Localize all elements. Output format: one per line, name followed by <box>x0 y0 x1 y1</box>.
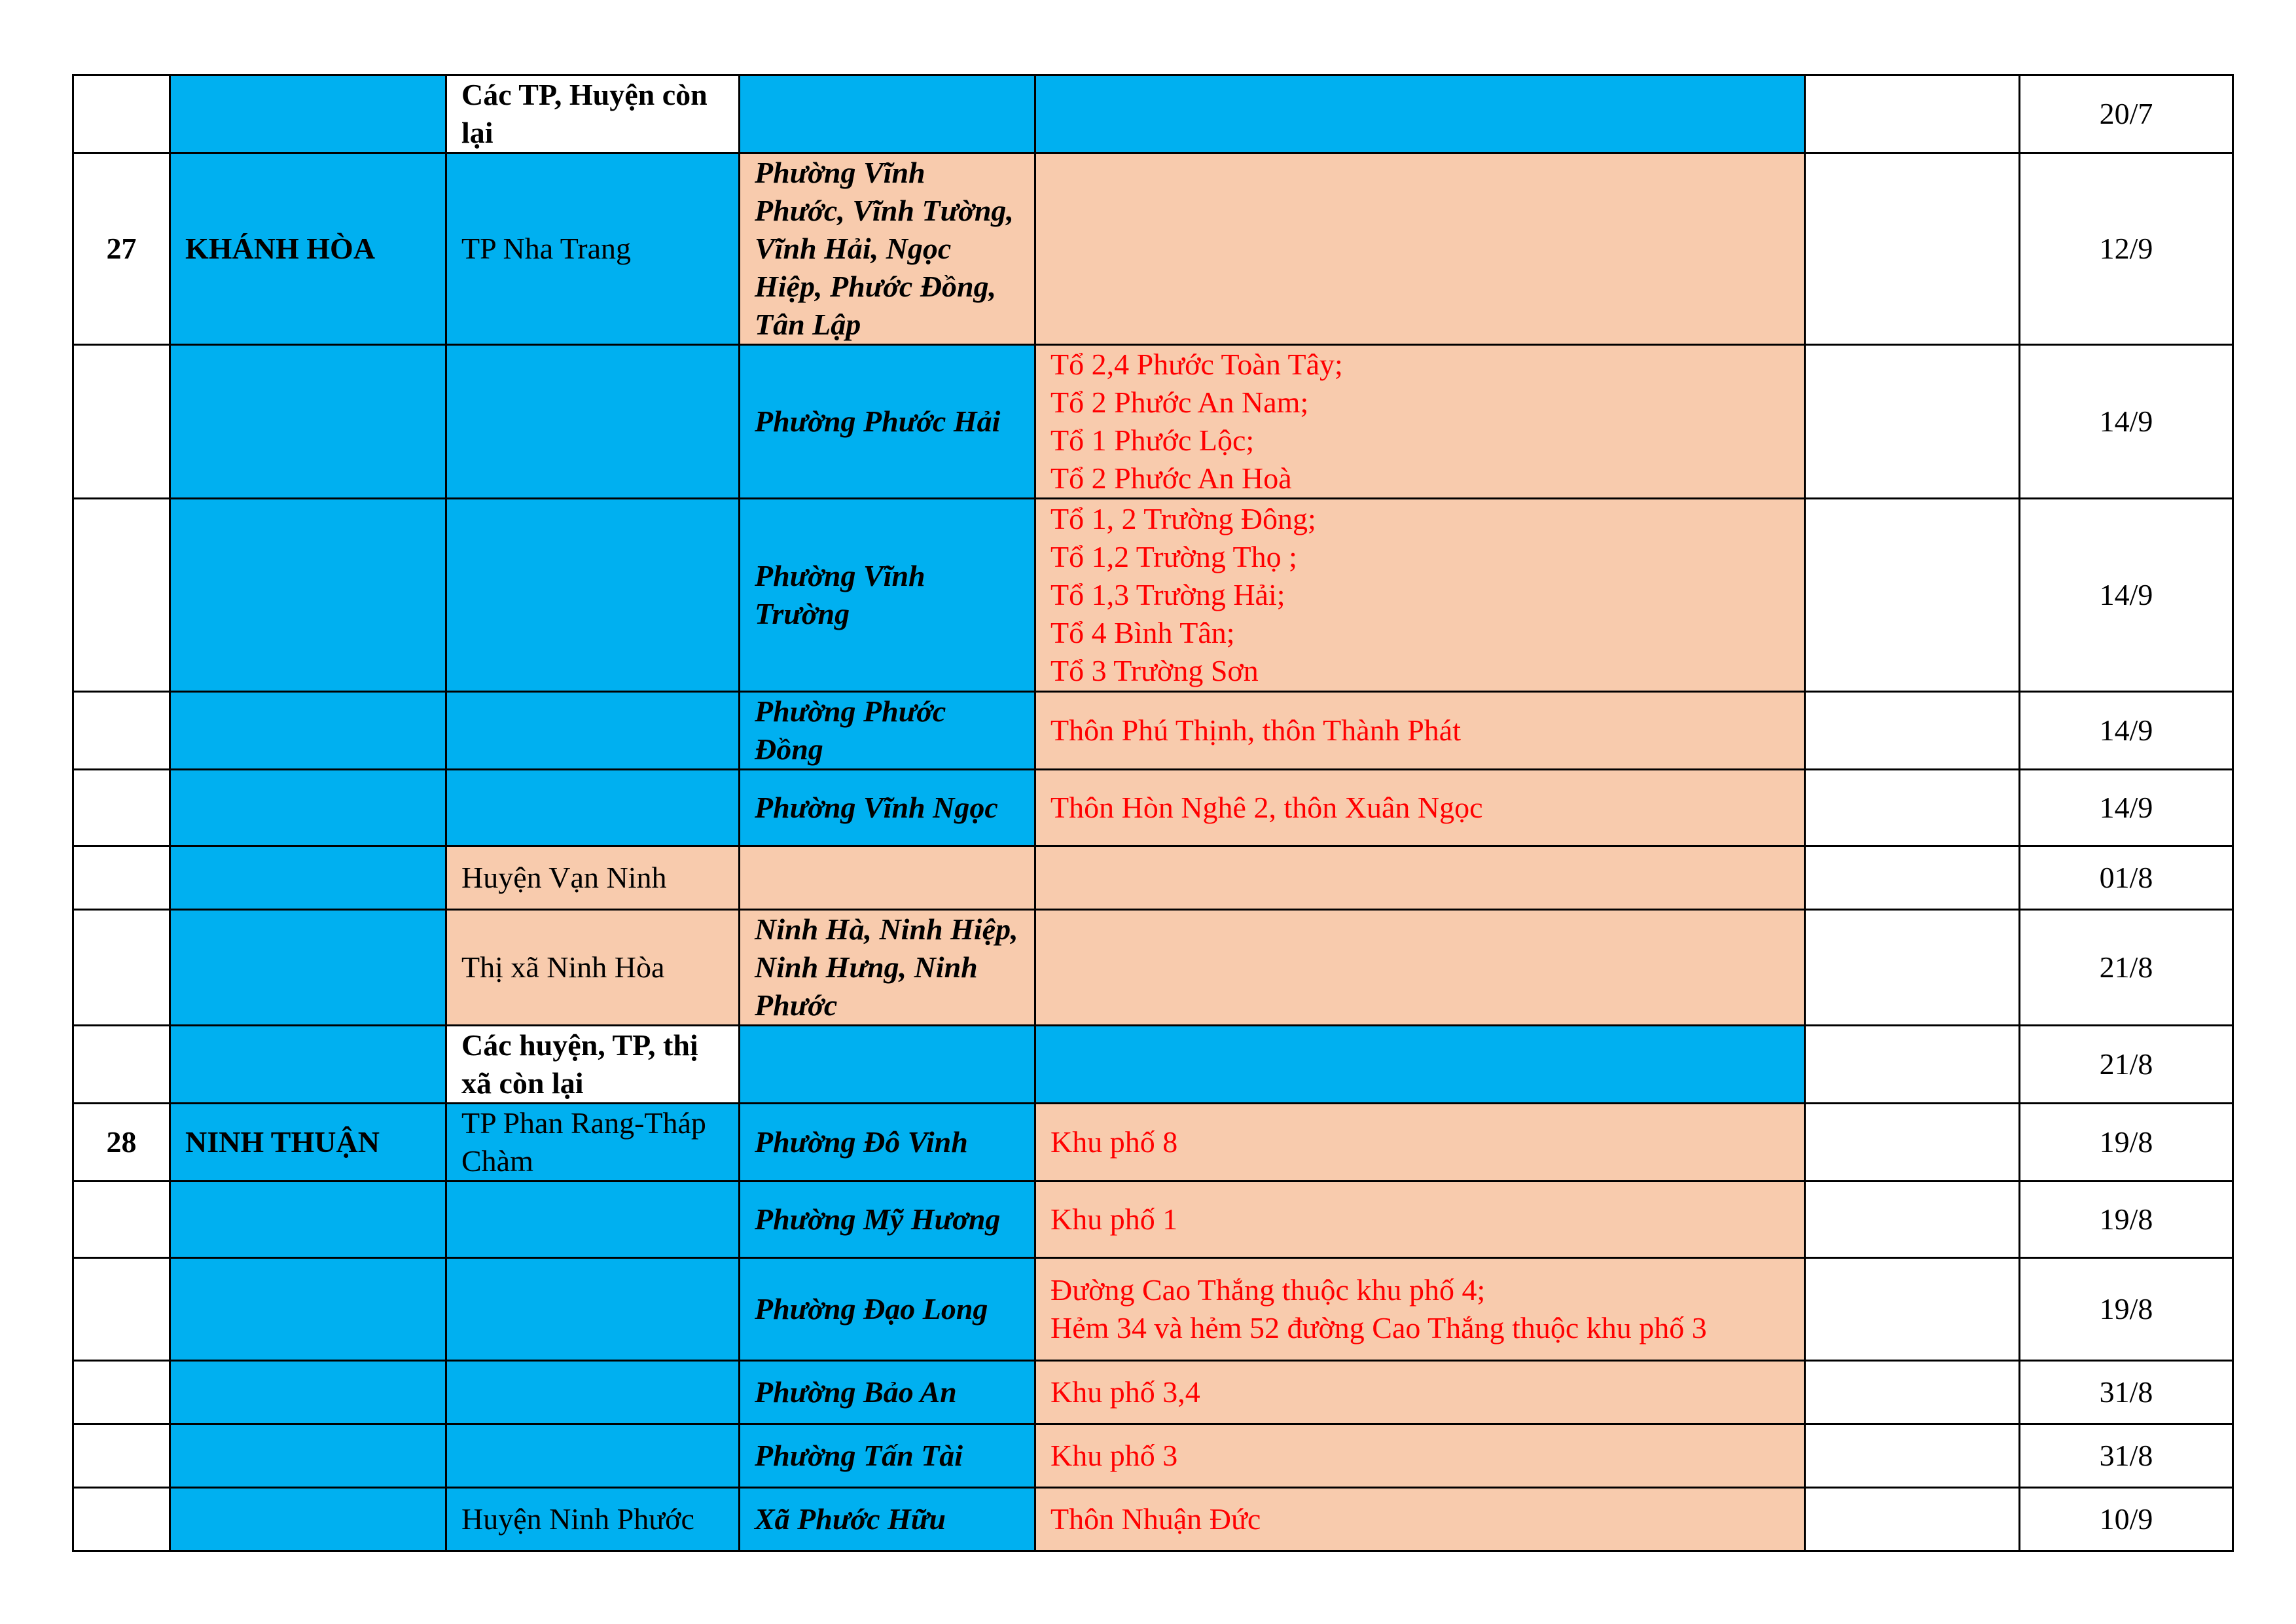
row-number-cell <box>73 1258 170 1361</box>
ward-cell <box>740 846 1035 910</box>
row-number-cell <box>73 770 170 846</box>
row-number-cell <box>73 1026 170 1104</box>
area-line: Tổ 1 Phước Lộc; <box>1050 424 1255 457</box>
empty-cell <box>1805 1361 2020 1424</box>
ward-cell: Phường Đô Vinh <box>740 1104 1035 1182</box>
district-cell <box>446 1361 740 1424</box>
row-number-cell: 27 <box>73 153 170 345</box>
date-cell: 01/8 <box>2020 846 2233 910</box>
table-row <box>73 1104 2233 1182</box>
area-cell <box>1035 153 1805 345</box>
table-row <box>73 1026 2233 1104</box>
area-line: Đường Cao Thắng thuộc khu phố 4; <box>1050 1273 1486 1307</box>
area-line: Hẻm 34 và hẻm 52 đường Cao Thắng thuộc khu phố 3 <box>1050 1311 1707 1344</box>
date-cell: 14/9 <box>2020 770 2233 846</box>
row-number-cell <box>73 75 170 153</box>
district-cell: Các TP, Huyện còn lại <box>446 75 740 153</box>
area-cell <box>1035 846 1805 910</box>
empty-cell <box>1805 770 2020 846</box>
ward-cell: Phường Bảo An <box>740 1361 1035 1424</box>
ward-cell: Phường Vĩnh Trường <box>740 499 1035 692</box>
area-cell <box>1035 1361 1805 1424</box>
area-line: Tổ 1, 2 Trường Đông; <box>1050 502 1316 535</box>
area-line: Khu phố 1 <box>1050 1202 1178 1236</box>
area-cell <box>1035 1026 1805 1104</box>
empty-cell <box>1805 846 2020 910</box>
table-row <box>73 1182 2233 1258</box>
area-line: Tổ 2 Phước An Nam; <box>1050 386 1309 419</box>
row-number-cell <box>73 910 170 1026</box>
province-cell <box>170 1258 446 1361</box>
date-cell: 31/8 <box>2020 1361 2233 1424</box>
province-cell <box>170 770 446 846</box>
province-cell <box>170 345 446 499</box>
date-cell: 19/8 <box>2020 1104 2233 1182</box>
area-line: Tổ 3 Trường Sơn <box>1050 654 1259 687</box>
area-line: Tổ 2 Phước An Hoà <box>1050 461 1292 495</box>
table-row <box>73 153 2233 345</box>
table-row <box>73 770 2233 846</box>
area-line: Thôn Nhuận Đức <box>1050 1502 1261 1536</box>
district-cell: Các huyện, TP, thị xã còn lại <box>446 1026 740 1104</box>
ward-cell: Phường Tấn Tài <box>740 1424 1035 1488</box>
area-line: Tổ 2,4 Phước Toàn Tây; <box>1050 348 1343 381</box>
area-cell <box>1035 910 1805 1026</box>
province-cell <box>170 75 446 153</box>
district-cell <box>446 1424 740 1488</box>
province-cell: KHÁNH HÒA <box>170 153 446 345</box>
table-row <box>73 846 2233 910</box>
empty-cell <box>1805 692 2020 770</box>
table-row <box>73 910 2233 1026</box>
date-cell: 31/8 <box>2020 1424 2233 1488</box>
district-cell <box>446 345 740 499</box>
row-number-cell <box>73 692 170 770</box>
ward-cell: Phường Phước Hải <box>740 345 1035 499</box>
row-number-cell: 28 <box>73 1104 170 1182</box>
row-number-cell <box>73 1424 170 1488</box>
province-cell <box>170 1488 446 1551</box>
area-line: Tổ 4 Bình Tân; <box>1050 616 1235 649</box>
area-line: Tổ 1,2 Trường Thọ ; <box>1050 540 1297 573</box>
empty-cell <box>1805 1104 2020 1182</box>
empty-cell <box>1805 910 2020 1026</box>
area-cell <box>1035 75 1805 153</box>
area-line: Thôn Hòn Nghê 2, thôn Xuân Ngọc <box>1050 791 1483 824</box>
province-cell <box>170 1424 446 1488</box>
area-line: Thôn Phú Thịnh, thôn Thành Phát <box>1050 713 1461 747</box>
ward-cell: Phường Vĩnh Ngọc <box>740 770 1035 846</box>
date-cell: 20/7 <box>2020 75 2233 153</box>
district-cell: TP Nha Trang <box>446 153 740 345</box>
row-number-cell <box>73 499 170 692</box>
date-cell: 21/8 <box>2020 1026 2233 1104</box>
province-cell <box>170 692 446 770</box>
district-cell <box>446 1182 740 1258</box>
district-cell: Huyện Ninh Phước <box>446 1488 740 1551</box>
ward-cell: Ninh Hà, Ninh Hiệp, Ninh Hưng, Ninh Phước <box>740 910 1035 1026</box>
empty-cell <box>1805 1424 2020 1488</box>
province-cell <box>170 1361 446 1424</box>
province-cell <box>170 1026 446 1104</box>
area-line: Khu phố 3,4 <box>1050 1375 1200 1409</box>
empty-cell <box>1805 1026 2020 1104</box>
area-cell <box>1035 1182 1805 1258</box>
date-cell: 14/9 <box>2020 345 2233 499</box>
province-cell: NINH THUẬN <box>170 1104 446 1182</box>
district-cell <box>446 770 740 846</box>
province-cell <box>170 499 446 692</box>
area-cell <box>1035 1488 1805 1551</box>
table-row <box>73 499 2233 692</box>
table-row <box>73 345 2233 499</box>
province-cell <box>170 846 446 910</box>
date-cell: 12/9 <box>2020 153 2233 345</box>
table-row <box>73 1424 2233 1488</box>
lockdown-table <box>72 74 2234 1552</box>
ward-cell <box>740 1026 1035 1104</box>
province-cell <box>170 910 446 1026</box>
empty-cell <box>1805 75 2020 153</box>
empty-cell <box>1805 345 2020 499</box>
date-cell: 19/8 <box>2020 1182 2233 1258</box>
empty-cell <box>1805 1182 2020 1258</box>
empty-cell <box>1805 499 2020 692</box>
row-number-cell <box>73 1488 170 1551</box>
ward-cell: Phường Vĩnh Phước, Vĩnh Tường, Vĩnh Hải, Ngọc Hiệp, Phước Đồng, Tân Lập <box>740 153 1035 345</box>
area-cell <box>1035 1424 1805 1488</box>
date-cell: 14/9 <box>2020 692 2233 770</box>
table-row <box>73 1488 2233 1551</box>
province-cell <box>170 1182 446 1258</box>
table-row <box>73 692 2233 770</box>
ward-cell: Xã Phước Hữu <box>740 1488 1035 1551</box>
empty-cell <box>1805 153 2020 345</box>
area-cell <box>1035 345 1805 499</box>
table-row <box>73 1361 2233 1424</box>
district-cell <box>446 499 740 692</box>
ward-cell: Phường Phước Đồng <box>740 692 1035 770</box>
ward-cell: Phường Mỹ Hương <box>740 1182 1035 1258</box>
district-cell <box>446 692 740 770</box>
ward-cell: Phường Đạo Long <box>740 1258 1035 1361</box>
table-row <box>73 75 2233 153</box>
area-line: Khu phố 8 <box>1050 1125 1178 1159</box>
district-cell: TP Phan Rang-Tháp Chàm <box>446 1104 740 1182</box>
district-cell <box>446 1258 740 1361</box>
area-cell <box>1035 1104 1805 1182</box>
empty-cell <box>1805 1488 2020 1551</box>
area-cell <box>1035 692 1805 770</box>
area-cell <box>1035 499 1805 692</box>
area-cell <box>1035 770 1805 846</box>
district-cell: Thị xã Ninh Hòa <box>446 910 740 1026</box>
area-line: Khu phố 3 <box>1050 1439 1178 1472</box>
date-cell: 19/8 <box>2020 1258 2233 1361</box>
row-number-cell <box>73 1182 170 1258</box>
date-cell: 10/9 <box>2020 1488 2233 1551</box>
empty-cell <box>1805 1258 2020 1361</box>
district-cell: Huyện Vạn Ninh <box>446 846 740 910</box>
date-cell: 14/9 <box>2020 499 2233 692</box>
row-number-cell <box>73 1361 170 1424</box>
date-cell: 21/8 <box>2020 910 2233 1026</box>
area-cell <box>1035 1258 1805 1361</box>
area-line: Tổ 1,3 Trường Hải; <box>1050 578 1285 611</box>
ward-cell <box>740 75 1035 153</box>
row-number-cell <box>73 345 170 499</box>
row-number-cell <box>73 846 170 910</box>
table-row <box>73 1258 2233 1361</box>
